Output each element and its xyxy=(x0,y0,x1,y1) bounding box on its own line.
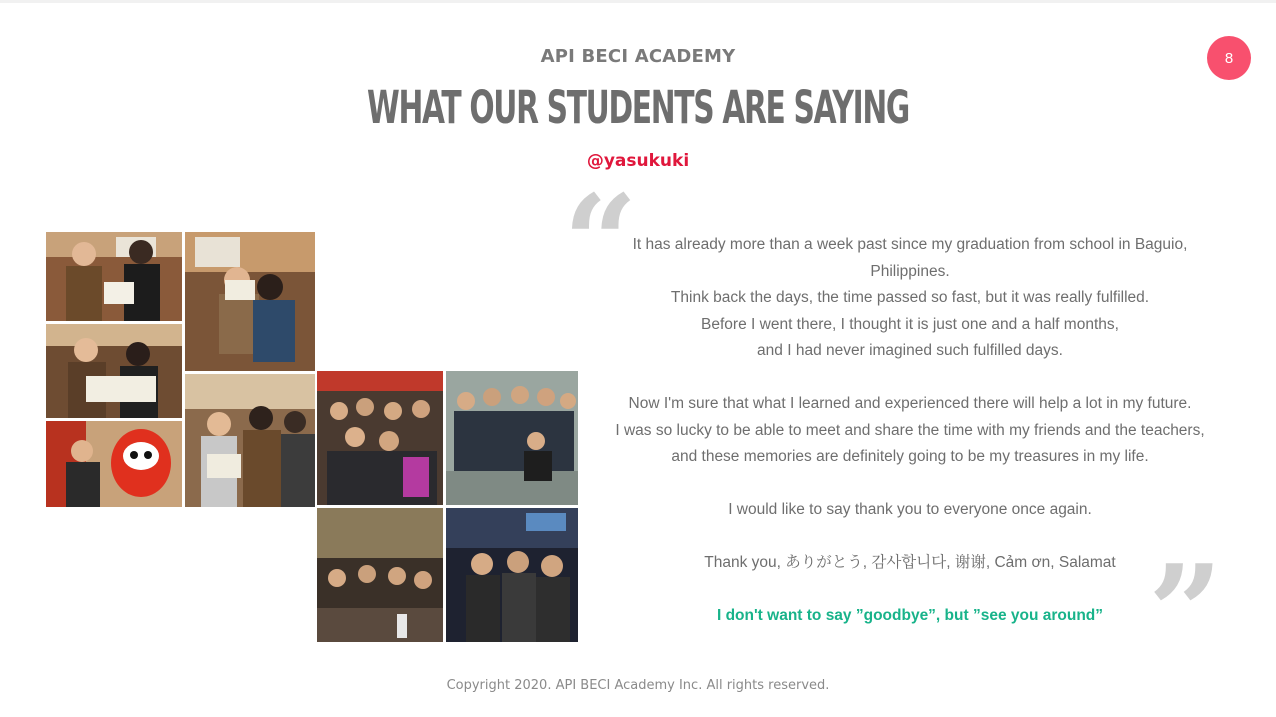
photo-dinner xyxy=(317,508,443,642)
student-handle: @yasukuki xyxy=(586,151,690,171)
photo-graduation-4 xyxy=(185,374,315,507)
testimonial-closing: I don't want to say ”goodbye”, but ”see you around” xyxy=(716,607,1104,624)
testimonial-line: and I had never imagined such fulfilled days. xyxy=(757,342,1063,359)
paragraph-gap xyxy=(612,471,1208,498)
paragraph-gap xyxy=(612,577,1208,604)
quote-open-icon: “ xyxy=(563,166,638,319)
testimonial-line: Think back the days, the time passed so fast, but it was really fulfilled. xyxy=(670,289,1150,306)
photo-group-1 xyxy=(317,371,443,505)
testimonial-line: Philippines. xyxy=(870,262,950,280)
copyright-footer: Copyright 2020. API BECI Academy Inc. All rights reserved. xyxy=(446,678,830,693)
testimonial-line: I was so lucky to be able to meet and share the time with my friends and the teachers, xyxy=(615,421,1205,439)
testimonial-line: I would like to say thank you to everyone once again. xyxy=(728,501,1092,518)
testimonial-line: Thank you, ありがとう, 감사합니다, 谢谢, Cảm ơn, Salamat xyxy=(704,554,1116,571)
photo-graduation-3 xyxy=(46,324,182,418)
quote-close-icon: ” xyxy=(1148,536,1223,689)
paragraph-gap xyxy=(612,524,1208,551)
top-divider xyxy=(0,0,1276,3)
page-number-badge: 8 xyxy=(1207,36,1251,80)
photo-graduation-2 xyxy=(185,232,315,371)
page-title: WHAT OUR STUDENTS ARE SAYING xyxy=(367,81,909,134)
photo-graduation-1 xyxy=(46,232,182,321)
paragraph-gap xyxy=(612,365,1208,392)
testimonial-line: Before I went there, I thought it is just one and a half months, xyxy=(701,315,1119,333)
photo-group-2 xyxy=(446,371,578,505)
photo-night-out xyxy=(446,508,578,642)
photo-mascot xyxy=(46,421,182,507)
testimonial-line: Now I'm sure that what I learned and experienced there will help a lot in my future. xyxy=(628,395,1192,412)
testimonial-text xyxy=(612,232,1208,630)
academy-kicker: API BECI ACADEMY xyxy=(540,46,736,67)
testimonial-line: It has already more than a week past since my graduation from school in Baguio, xyxy=(632,236,1188,253)
testimonial-line: and these memories are definitely going to be my treasures in my life. xyxy=(671,448,1149,465)
